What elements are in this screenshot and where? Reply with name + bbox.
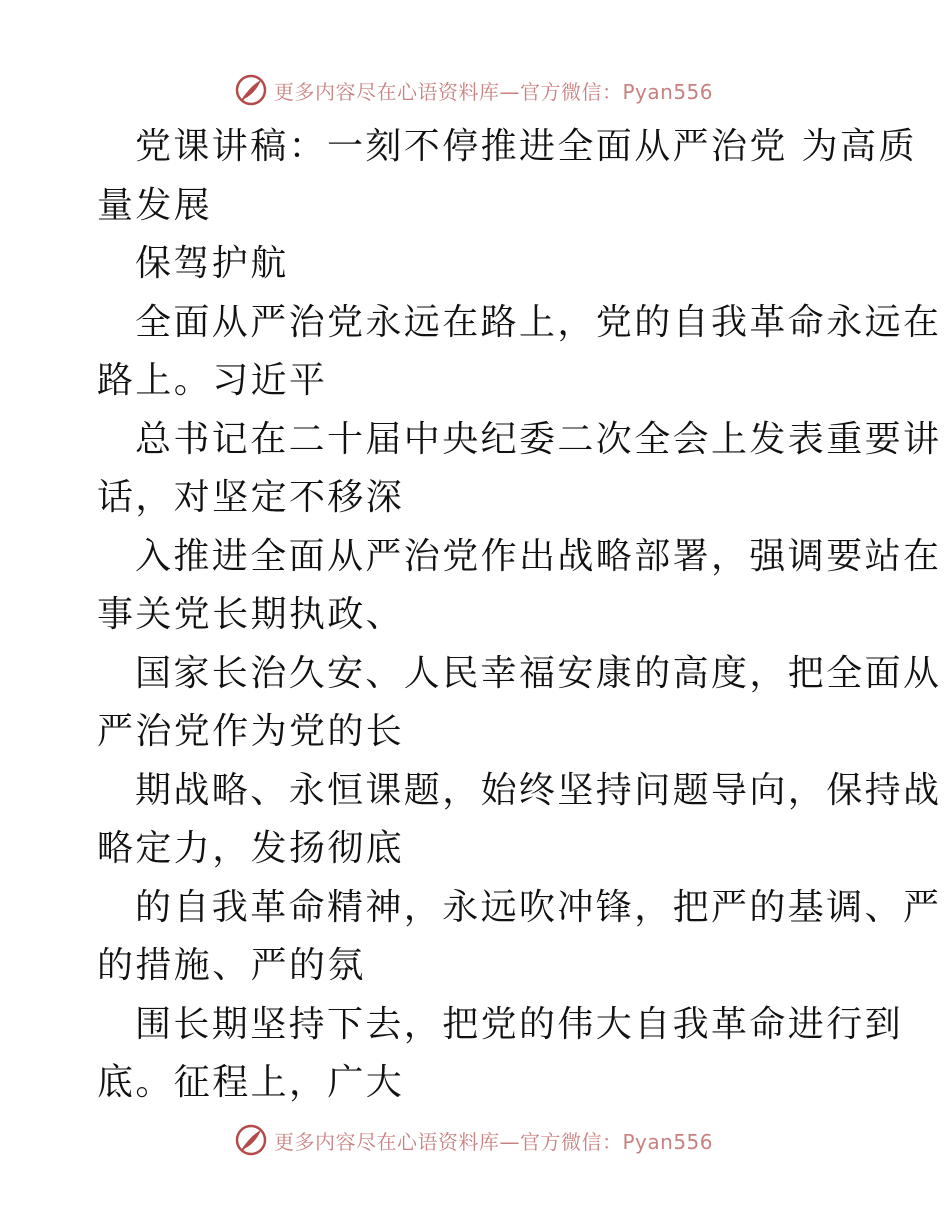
title-line: 党课讲稿：一刻不停推进全面从严治党 为高质 (135, 126, 917, 167)
paragraph-line: 总书记在二十届中央纪委二次全会上发表重要讲 (135, 418, 942, 460)
paragraph-line: 的措施、严的氛 (97, 945, 366, 986)
paragraph-line: 事关党长期执政、 (97, 594, 405, 635)
quill-logo-icon (234, 73, 268, 107)
paragraph-line: 略定力，发扬彻底 (97, 828, 405, 869)
paragraph-line: 期战略、永恒课题，始终坚持问题导向，保持战 (135, 769, 942, 811)
quill-logo-icon (234, 1123, 268, 1157)
paragraph-line: 入推进全面从严治党作出战略部署，强调要站在 (135, 535, 942, 577)
paragraph-line: 全面从严治党永远在路上，党的自我革命永远在 (135, 301, 942, 343)
title-line-continued: 量发展 (97, 184, 213, 226)
footer-watermark (234, 1122, 713, 1158)
paragraph-line: 的自我革命精神，永远吹冲锋，把严的基调、严 (135, 886, 942, 928)
header-watermark (234, 72, 713, 108)
paragraph-line: 话，对坚定不移深 (97, 477, 405, 518)
watermark-text: 更多内容尽在心语资料库—官方微信：Pyan556 (274, 1129, 714, 1154)
paragraph-line: 围长期坚持下去，把党的伟大自我革命进行到 (135, 1003, 904, 1045)
paragraph-line: 底。征程上，广大 (97, 1062, 405, 1103)
paragraph-line: 严治党作为党的长 (97, 711, 405, 752)
paragraph-line: 路上。习近平 (97, 360, 328, 401)
subtitle-line: 保驾护航 (135, 243, 289, 284)
paragraph-line: 国家长治久安、人民幸福安康的高度，把全面从 (135, 652, 942, 694)
watermark-text: 更多内容尽在心语资料库—官方微信：Pyan556 (274, 79, 714, 104)
document-body (97, 118, 942, 1113)
